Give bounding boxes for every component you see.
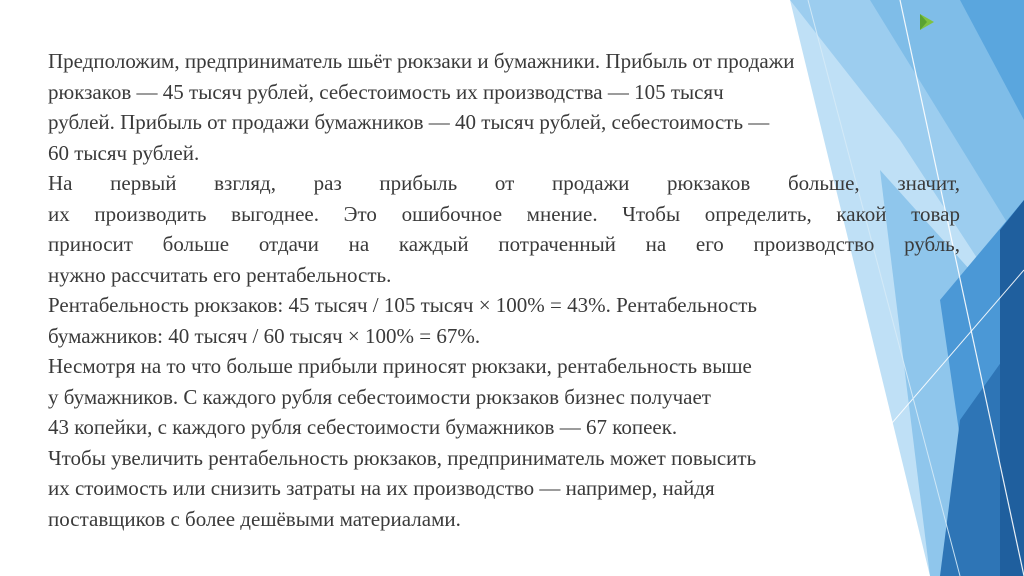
paragraph-3 — [48, 290, 960, 351]
paragraph-line: их производить выгоднее. Это ошибочное мнение. Чтобы определить, какой товар — [48, 201, 960, 226]
slide-text-body — [48, 46, 960, 534]
paragraph-line: Несмотря на то что больше прибыли приносят рюкзаки, рентабельность выше — [48, 354, 752, 378]
paragraph-line: Предположим, предприниматель шьёт рюкзаки и бумажники. Прибыль от продажи — [48, 49, 795, 73]
paragraph-line: На первый взгляд, раз прибыль от продажи рюкзаков больше, значит, — [48, 171, 960, 195]
paragraph-4 — [48, 351, 960, 443]
paragraph-1 — [48, 46, 960, 168]
paragraph-line: у бумажников. С каждого рубля себестоимости рюкзаков бизнес получает — [48, 384, 711, 409]
paragraph-line: 43 копейки, с каждого рубля себестоимости бумажников — 67 копеек. — [48, 415, 678, 439]
paragraph-line: Чтобы увеличить рентабельность рюкзаков, предприниматель может повысить — [48, 445, 757, 470]
paragraph-line: рублей. Прибыль от продажи бумажников — 40 тысяч рублей, себестоимость — — [48, 110, 770, 134]
paragraph-line: нужно рассчитать его рентабельность. — [48, 262, 392, 287]
paragraph-5 — [48, 443, 960, 535]
paragraph-line: рюкзаков — 45 тысяч рублей, себестоимость их производства — 105 тысяч — [48, 79, 724, 104]
paragraph-line: их стоимость или снизить затраты на их производство — например, найдя — [48, 476, 715, 500]
paragraph-line: бумажников: 40 тысяч / 60 тысяч × 100% = 67%. — [48, 323, 481, 348]
paragraph-2 — [48, 168, 960, 290]
paragraph-line: 60 тысяч рублей. — [48, 140, 200, 165]
paragraph-line: Рентабельность рюкзаков: 45 тысяч / 105 тысяч × 100% = 43%. Рентабельность — [48, 293, 757, 317]
paragraph-line: поставщиков с более дешёвыми материалами. — [48, 506, 461, 531]
paragraph-line: приносит больше отдачи на каждый потраченный на его производство рубль, — [48, 232, 960, 256]
